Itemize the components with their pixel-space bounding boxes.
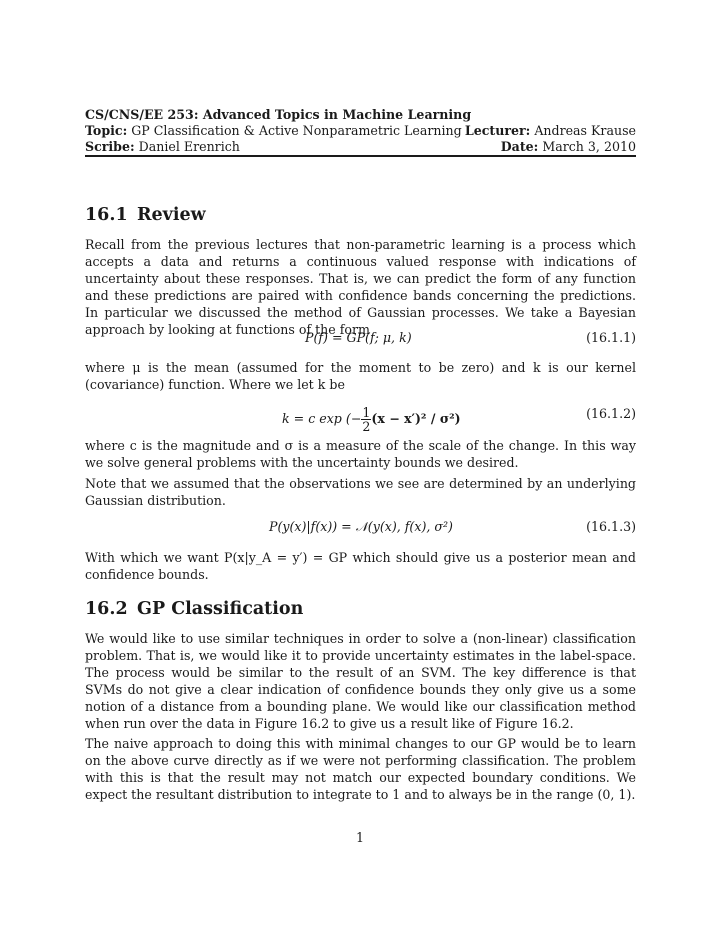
review-paragraph-1: Recall from the previous lectures that non-parametric learning is a process which accepts a data and returns a continuous valued response with indications of uncertainty about these responses. That is, we can predict the form of any function and these predictions are paired with confidence bands concerning the predictions. In particular we discussed the method of Gaussian processes. We take a Bayesian approach by looking at functions of the form [85, 237, 636, 337]
review-paragraph-3: where c is the magnitude and σ is a measure of the scale of the change. In this way we solve general problems with the uncertainty bounds we desired. [85, 438, 636, 470]
review-paragraph-2: where μ is the mean (assumed for the moment to be zero) and k is our kernel (covariance) function. Where we let k be [85, 360, 636, 392]
review-paragraph-4: Note that we assumed that the observations we see are determined by an underlying Gaussian distribution. [85, 476, 636, 508]
lecturer-value: Andreas Krause [534, 123, 636, 138]
equation-16-1-2: k = c exp (− $\frac{1}{2}$ (x − x′)² / σ²) (16.1.2) [282, 405, 636, 434]
equation-16-1-1: P(f) = GP(f; μ, k) (16.1.1) [305, 330, 636, 345]
scribe-label: Scribe: [85, 139, 135, 154]
lecturer-label: Lecturer: [464, 123, 531, 138]
review-paragraph-5: With which we want P(x|y_A = y′) = GP which should give us a posterior mean and confidence bounds. [85, 550, 636, 582]
classification-paragraph-2: The naive approach to doing this with minimal changes to our GP would be to learn on the above curve directly as if we were not performing classification. The problem with this is that the result may not match our expected boundary conditions. We expect the resultant distribution to integrate to 1 and to always be in the range (0, 1). [85, 736, 636, 802]
date-value: March 3, 2010 [542, 139, 636, 154]
header-rule [85, 155, 636, 157]
topic-label: Topic: [85, 123, 128, 138]
date-label: Date: [500, 139, 539, 154]
scribe-value: Daniel Erenrich [138, 139, 240, 154]
section-heading-review: 16.1 Review [85, 205, 206, 225]
course-title: CS/CNS/EE 253: Advanced Topics in Machine Learning [85, 107, 472, 122]
classification-paragraph-1: We would like to use similar techniques in order to solve a (non-linear) classification problem. That is, we would like it to provide uncertainty estimates in the label-space. The process would be similar to the result of an SVM. The key difference is that SVMs do not give a clear indication of confidence bounds they only give us a some notion of a distance from a bounding plane. We would like our classification method when run over the data in Figure 16.2 to give us a result like of Figure 16.2. [85, 631, 636, 731]
equation-16-1-3: P(y(x)|f(x)) = 𝒩(y(x), f(x), σ²) (16.1.3) [269, 519, 636, 534]
header-row-scribe [85, 139, 636, 156]
header-row-topic [85, 123, 636, 140]
topic-value: GP Classification & Active Nonparametric Learning [131, 123, 462, 138]
section-heading-gp-classification: 16.2 GP Classification [85, 599, 304, 619]
page-number: 1 [355, 830, 364, 845]
